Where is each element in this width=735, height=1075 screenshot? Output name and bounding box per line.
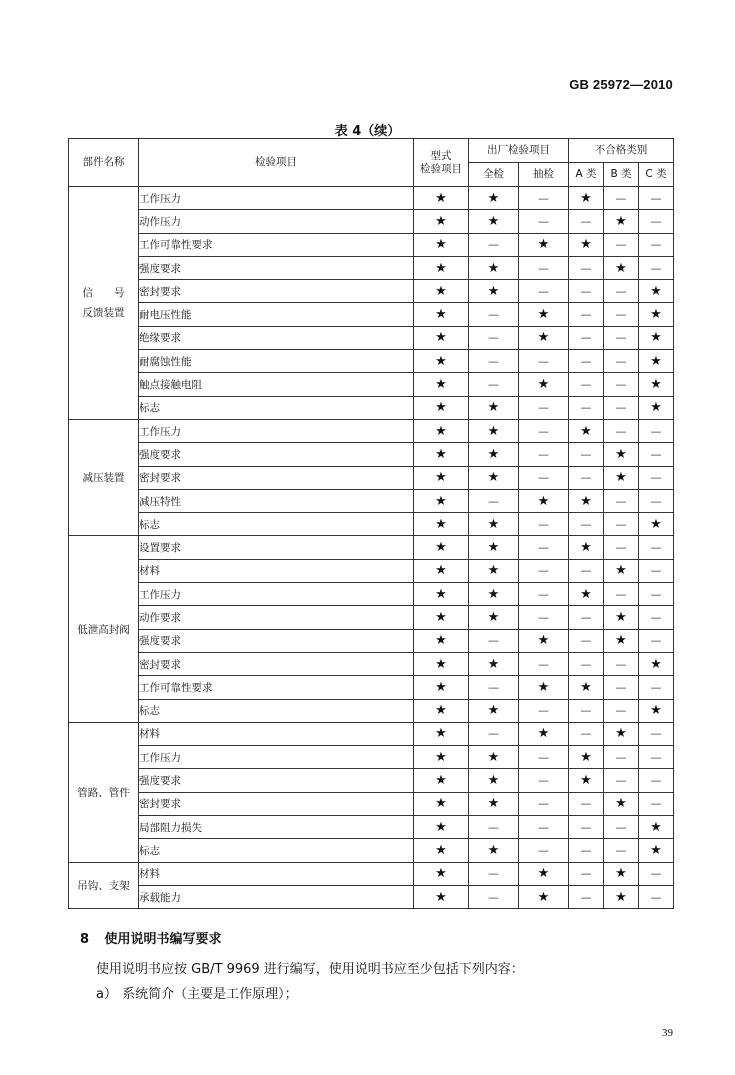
full-inspection-mark: — bbox=[469, 326, 519, 349]
type-inspection-mark: ★ bbox=[414, 606, 469, 629]
inspection-item-cell: 材料 bbox=[139, 862, 414, 885]
table-row bbox=[69, 187, 674, 210]
full-inspection-mark: — bbox=[469, 885, 519, 908]
type-inspection-mark: ★ bbox=[414, 839, 469, 862]
class-c-mark: — bbox=[639, 676, 674, 699]
class-a-mark: — bbox=[569, 513, 604, 536]
class-b-mark: — bbox=[604, 536, 639, 559]
class-a-mark: — bbox=[569, 652, 604, 675]
sample-inspection-mark: — bbox=[519, 443, 569, 466]
inspection-item-cell: 标志 bbox=[139, 513, 414, 536]
sample-inspection-mark: — bbox=[519, 396, 569, 419]
full-inspection-mark: ★ bbox=[469, 606, 519, 629]
class-a-mark: — bbox=[569, 350, 604, 373]
class-b-mark: — bbox=[604, 419, 639, 442]
class-b-mark: ★ bbox=[604, 885, 639, 908]
inspection-item-cell: 减压特性 bbox=[139, 489, 414, 512]
type-inspection-mark: ★ bbox=[414, 396, 469, 419]
header-class-c: C 类 bbox=[639, 163, 674, 187]
full-inspection-mark: ★ bbox=[469, 280, 519, 303]
full-inspection-mark: ★ bbox=[469, 187, 519, 210]
class-c-mark: — bbox=[639, 443, 674, 466]
table-row bbox=[69, 466, 674, 489]
sample-inspection-mark: — bbox=[519, 746, 569, 769]
table-row bbox=[69, 373, 674, 396]
type-inspection-mark: ★ bbox=[414, 350, 469, 373]
part-name-cell: 减压装置 bbox=[69, 419, 139, 535]
class-b-mark: — bbox=[604, 699, 639, 722]
class-b-mark: — bbox=[604, 839, 639, 862]
inspection-item-cell: 设置要求 bbox=[139, 536, 414, 559]
class-b-mark: — bbox=[604, 652, 639, 675]
class-a-mark: ★ bbox=[569, 187, 604, 210]
table-row bbox=[69, 583, 674, 606]
class-c-mark: — bbox=[639, 862, 674, 885]
table-body bbox=[69, 187, 674, 909]
class-a-mark: — bbox=[569, 699, 604, 722]
table-row bbox=[69, 629, 674, 652]
full-inspection-mark: — bbox=[469, 629, 519, 652]
full-inspection-mark: — bbox=[469, 722, 519, 745]
header-part-name: 部件名称 bbox=[69, 139, 139, 187]
full-inspection-mark: — bbox=[469, 350, 519, 373]
class-c-mark: — bbox=[639, 536, 674, 559]
class-b-mark: — bbox=[604, 396, 639, 419]
table-row bbox=[69, 699, 674, 722]
full-inspection-mark: ★ bbox=[469, 792, 519, 815]
class-a-mark: — bbox=[569, 839, 604, 862]
type-inspection-mark: ★ bbox=[414, 862, 469, 885]
header-full-inspection: 全检 bbox=[469, 163, 519, 187]
full-inspection-mark: — bbox=[469, 233, 519, 256]
class-c-mark: — bbox=[639, 559, 674, 582]
inspection-item-cell: 承载能力 bbox=[139, 885, 414, 908]
inspection-item-cell: 标志 bbox=[139, 839, 414, 862]
inspection-item-cell: 密封要求 bbox=[139, 466, 414, 489]
class-c-mark: — bbox=[639, 466, 674, 489]
list-item bbox=[96, 983, 298, 1002]
class-a-mark: — bbox=[569, 466, 604, 489]
class-b-mark: — bbox=[604, 583, 639, 606]
table-row bbox=[69, 513, 674, 536]
full-inspection-mark: ★ bbox=[469, 210, 519, 233]
type-inspection-mark: ★ bbox=[414, 187, 469, 210]
full-inspection-mark: ★ bbox=[469, 466, 519, 489]
class-c-mark: — bbox=[639, 187, 674, 210]
inspection-item-cell: 耐腐蚀性能 bbox=[139, 350, 414, 373]
class-a-mark: — bbox=[569, 606, 604, 629]
inspection-item-cell: 工作压力 bbox=[139, 746, 414, 769]
class-c-mark: ★ bbox=[639, 303, 674, 326]
table-row bbox=[69, 303, 674, 326]
header-sample-inspection: 抽检 bbox=[519, 163, 569, 187]
inspection-item-cell: 工作压力 bbox=[139, 419, 414, 442]
class-c-mark: — bbox=[639, 746, 674, 769]
class-b-mark: ★ bbox=[604, 466, 639, 489]
class-c-mark: — bbox=[639, 233, 674, 256]
header-type-inspection-line2: 检验项目 bbox=[420, 162, 462, 175]
full-inspection-mark: ★ bbox=[469, 583, 519, 606]
class-c-mark: — bbox=[639, 583, 674, 606]
table-row bbox=[69, 862, 674, 885]
class-c-mark: ★ bbox=[639, 396, 674, 419]
class-b-mark: — bbox=[604, 326, 639, 349]
inspection-item-cell: 工作压力 bbox=[139, 583, 414, 606]
class-c-mark: — bbox=[639, 606, 674, 629]
full-inspection-mark: ★ bbox=[469, 513, 519, 536]
inspection-item-cell: 强度要求 bbox=[139, 256, 414, 279]
inspection-item-cell: 耐电压性能 bbox=[139, 303, 414, 326]
sample-inspection-mark: ★ bbox=[519, 885, 569, 908]
class-c-mark: — bbox=[639, 769, 674, 792]
table-row bbox=[69, 536, 674, 559]
type-inspection-mark: ★ bbox=[414, 769, 469, 792]
class-a-mark: — bbox=[569, 885, 604, 908]
class-c-mark: — bbox=[639, 419, 674, 442]
inspection-item-cell: 工作可靠性要求 bbox=[139, 676, 414, 699]
table-row bbox=[69, 256, 674, 279]
inspection-item-cell: 材料 bbox=[139, 722, 414, 745]
sample-inspection-mark: ★ bbox=[519, 489, 569, 512]
class-b-mark: — bbox=[604, 676, 639, 699]
inspection-item-cell: 局部阻力损失 bbox=[139, 816, 414, 839]
class-b-mark: ★ bbox=[604, 256, 639, 279]
class-c-mark: ★ bbox=[639, 326, 674, 349]
sample-inspection-mark: — bbox=[519, 559, 569, 582]
full-inspection-mark: ★ bbox=[469, 699, 519, 722]
class-a-mark: — bbox=[569, 443, 604, 466]
class-a-mark: ★ bbox=[569, 676, 604, 699]
sample-inspection-mark: ★ bbox=[519, 233, 569, 256]
sample-inspection-mark: ★ bbox=[519, 862, 569, 885]
class-c-mark: ★ bbox=[639, 816, 674, 839]
header-nonconformity-class: 不合格类别 bbox=[569, 139, 674, 163]
full-inspection-mark: — bbox=[469, 816, 519, 839]
sample-inspection-mark: — bbox=[519, 210, 569, 233]
class-a-mark: — bbox=[569, 792, 604, 815]
page-number: 39 bbox=[662, 1027, 673, 1039]
sample-inspection-mark: ★ bbox=[519, 373, 569, 396]
section-number: 8 bbox=[80, 932, 90, 947]
header-type-inspection-line1: 型式 bbox=[430, 149, 452, 162]
type-inspection-mark: ★ bbox=[414, 816, 469, 839]
table-row bbox=[69, 769, 674, 792]
type-inspection-mark: ★ bbox=[414, 885, 469, 908]
table-row bbox=[69, 396, 674, 419]
table-row bbox=[69, 233, 674, 256]
full-inspection-mark: ★ bbox=[469, 536, 519, 559]
table-row bbox=[69, 350, 674, 373]
inspection-item-cell: 动作压力 bbox=[139, 210, 414, 233]
full-inspection-mark: — bbox=[469, 373, 519, 396]
type-inspection-mark: ★ bbox=[414, 256, 469, 279]
full-inspection-mark: ★ bbox=[469, 652, 519, 675]
inspection-item-cell: 标志 bbox=[139, 699, 414, 722]
sample-inspection-mark: — bbox=[519, 699, 569, 722]
class-a-mark: — bbox=[569, 303, 604, 326]
sample-inspection-mark: — bbox=[519, 652, 569, 675]
full-inspection-mark: — bbox=[469, 303, 519, 326]
sample-inspection-mark: — bbox=[519, 187, 569, 210]
class-c-mark: — bbox=[639, 629, 674, 652]
inspection-item-cell: 密封要求 bbox=[139, 792, 414, 815]
full-inspection-mark: ★ bbox=[469, 769, 519, 792]
sample-inspection-mark: — bbox=[519, 536, 569, 559]
class-b-mark: — bbox=[604, 187, 639, 210]
inspection-item-cell: 绝缘要求 bbox=[139, 326, 414, 349]
class-a-mark: ★ bbox=[569, 536, 604, 559]
section-title: 使用说明书编写要求 bbox=[104, 932, 222, 947]
type-inspection-mark: ★ bbox=[414, 443, 469, 466]
class-c-mark: — bbox=[639, 210, 674, 233]
type-inspection-mark: ★ bbox=[414, 489, 469, 512]
class-a-mark: ★ bbox=[569, 233, 604, 256]
inspection-item-cell: 工作压力 bbox=[139, 187, 414, 210]
table-row bbox=[69, 746, 674, 769]
sample-inspection-mark: ★ bbox=[519, 303, 569, 326]
table-row bbox=[69, 885, 674, 908]
class-c-mark: — bbox=[639, 885, 674, 908]
table-row bbox=[69, 559, 674, 582]
inspection-item-cell: 动作要求 bbox=[139, 606, 414, 629]
table-row bbox=[69, 326, 674, 349]
class-a-mark: — bbox=[569, 326, 604, 349]
inspection-item-cell: 触点接触电阻 bbox=[139, 373, 414, 396]
sample-inspection-mark: — bbox=[519, 466, 569, 489]
table-row bbox=[69, 606, 674, 629]
class-a-mark: — bbox=[569, 373, 604, 396]
type-inspection-mark: ★ bbox=[414, 280, 469, 303]
class-a-mark: — bbox=[569, 862, 604, 885]
class-b-mark: — bbox=[604, 373, 639, 396]
class-c-mark: ★ bbox=[639, 350, 674, 373]
table-row bbox=[69, 419, 674, 442]
table-row bbox=[69, 489, 674, 512]
class-b-mark: ★ bbox=[604, 792, 639, 815]
type-inspection-mark: ★ bbox=[414, 699, 469, 722]
table-row bbox=[69, 676, 674, 699]
table-row bbox=[69, 722, 674, 745]
sample-inspection-mark: — bbox=[519, 816, 569, 839]
sample-inspection-mark: — bbox=[519, 513, 569, 536]
class-a-mark: — bbox=[569, 559, 604, 582]
sample-inspection-mark: — bbox=[519, 792, 569, 815]
table-caption: 表 4（续） bbox=[334, 124, 401, 139]
class-b-mark: ★ bbox=[604, 559, 639, 582]
type-inspection-mark: ★ bbox=[414, 722, 469, 745]
class-a-mark: — bbox=[569, 256, 604, 279]
type-inspection-mark: ★ bbox=[414, 326, 469, 349]
part-name-line1: 信 号 bbox=[82, 286, 125, 299]
class-b-mark: — bbox=[604, 816, 639, 839]
type-inspection-mark: ★ bbox=[414, 373, 469, 396]
class-c-mark: ★ bbox=[639, 513, 674, 536]
table-row bbox=[69, 839, 674, 862]
sample-inspection-mark: — bbox=[519, 350, 569, 373]
full-inspection-mark: ★ bbox=[469, 746, 519, 769]
part-name-cell bbox=[69, 187, 139, 420]
type-inspection-mark: ★ bbox=[414, 652, 469, 675]
header-type-inspection bbox=[414, 139, 469, 187]
sample-inspection-mark: — bbox=[519, 256, 569, 279]
class-b-mark: ★ bbox=[604, 443, 639, 466]
type-inspection-mark: ★ bbox=[414, 746, 469, 769]
class-b-mark: ★ bbox=[604, 629, 639, 652]
sample-inspection-mark: — bbox=[519, 419, 569, 442]
class-a-mark: — bbox=[569, 280, 604, 303]
sample-inspection-mark: — bbox=[519, 280, 569, 303]
list-item-text: 系统简介（主要是工作原理）； bbox=[122, 987, 298, 1002]
sample-inspection-mark: — bbox=[519, 606, 569, 629]
class-a-mark: ★ bbox=[569, 419, 604, 442]
part-name-cell: 管路、管件 bbox=[69, 722, 139, 862]
class-b-mark: — bbox=[604, 489, 639, 512]
class-b-mark: ★ bbox=[604, 862, 639, 885]
full-inspection-mark: — bbox=[469, 862, 519, 885]
class-c-mark: ★ bbox=[639, 699, 674, 722]
class-c-mark: ★ bbox=[639, 652, 674, 675]
header-inspection-item: 检验项目 bbox=[139, 139, 414, 187]
class-a-mark: ★ bbox=[569, 769, 604, 792]
section-heading bbox=[80, 928, 222, 947]
class-a-mark: — bbox=[569, 210, 604, 233]
class-a-mark: — bbox=[569, 629, 604, 652]
inspection-item-cell: 密封要求 bbox=[139, 652, 414, 675]
type-inspection-mark: ★ bbox=[414, 419, 469, 442]
full-inspection-mark: ★ bbox=[469, 839, 519, 862]
full-inspection-mark: ★ bbox=[469, 443, 519, 466]
type-inspection-mark: ★ bbox=[414, 536, 469, 559]
header-class-a: A 类 bbox=[569, 163, 604, 187]
class-c-mark: — bbox=[639, 792, 674, 815]
type-inspection-mark: ★ bbox=[414, 559, 469, 582]
class-a-mark: — bbox=[569, 722, 604, 745]
table-row bbox=[69, 816, 674, 839]
type-inspection-mark: ★ bbox=[414, 233, 469, 256]
class-b-mark: — bbox=[604, 746, 639, 769]
type-inspection-mark: ★ bbox=[414, 629, 469, 652]
sample-inspection-mark: ★ bbox=[519, 629, 569, 652]
header-factory-inspection: 出厂检验项目 bbox=[469, 139, 569, 163]
full-inspection-mark: ★ bbox=[469, 396, 519, 419]
type-inspection-mark: ★ bbox=[414, 583, 469, 606]
type-inspection-mark: ★ bbox=[414, 792, 469, 815]
table-row bbox=[69, 210, 674, 233]
header-class-b: B 类 bbox=[604, 163, 639, 187]
class-b-mark: — bbox=[604, 233, 639, 256]
class-c-mark: — bbox=[639, 489, 674, 512]
full-inspection-mark: — bbox=[469, 489, 519, 512]
class-b-mark: — bbox=[604, 769, 639, 792]
sample-inspection-mark: — bbox=[519, 839, 569, 862]
full-inspection-mark: ★ bbox=[469, 559, 519, 582]
class-c-mark: ★ bbox=[639, 280, 674, 303]
class-c-mark: — bbox=[639, 256, 674, 279]
inspection-item-cell: 标志 bbox=[139, 396, 414, 419]
standard-code: GB 25972—2010 bbox=[569, 77, 673, 92]
type-inspection-mark: ★ bbox=[414, 303, 469, 326]
class-c-mark: ★ bbox=[639, 839, 674, 862]
class-b-mark: — bbox=[604, 513, 639, 536]
class-c-mark: ★ bbox=[639, 373, 674, 396]
full-inspection-mark: — bbox=[469, 676, 519, 699]
table-row bbox=[69, 280, 674, 303]
sample-inspection-mark: — bbox=[519, 769, 569, 792]
part-name-cell: 低泄高封阀 bbox=[69, 536, 139, 722]
full-inspection-mark: ★ bbox=[469, 419, 519, 442]
class-b-mark: — bbox=[604, 350, 639, 373]
table-row bbox=[69, 443, 674, 466]
inspection-item-cell: 工作可靠性要求 bbox=[139, 233, 414, 256]
full-inspection-mark: ★ bbox=[469, 256, 519, 279]
inspection-item-cell: 材料 bbox=[139, 559, 414, 582]
type-inspection-mark: ★ bbox=[414, 210, 469, 233]
inspection-item-cell: 密封要求 bbox=[139, 280, 414, 303]
class-b-mark: — bbox=[604, 280, 639, 303]
class-b-mark: ★ bbox=[604, 722, 639, 745]
inspection-item-cell: 强度要求 bbox=[139, 629, 414, 652]
sample-inspection-mark: ★ bbox=[519, 676, 569, 699]
type-inspection-mark: ★ bbox=[414, 466, 469, 489]
inspection-item-cell: 强度要求 bbox=[139, 769, 414, 792]
table-row bbox=[69, 652, 674, 675]
class-b-mark: — bbox=[604, 303, 639, 326]
sample-inspection-mark: ★ bbox=[519, 326, 569, 349]
inspection-table bbox=[68, 138, 674, 909]
class-b-mark: ★ bbox=[604, 210, 639, 233]
class-a-mark: ★ bbox=[569, 583, 604, 606]
class-a-mark: ★ bbox=[569, 489, 604, 512]
type-inspection-mark: ★ bbox=[414, 513, 469, 536]
sample-inspection-mark: ★ bbox=[519, 722, 569, 745]
class-a-mark: ★ bbox=[569, 746, 604, 769]
class-a-mark: — bbox=[569, 396, 604, 419]
sample-inspection-mark: — bbox=[519, 583, 569, 606]
list-item-label: a） bbox=[96, 987, 117, 1002]
type-inspection-mark: ★ bbox=[414, 676, 469, 699]
class-b-mark: ★ bbox=[604, 606, 639, 629]
part-name-line2: 反馈装置 bbox=[82, 306, 125, 319]
table-row bbox=[69, 792, 674, 815]
section-paragraph: 使用说明书应按 GB/T 9969 进行编写，使用说明书应至少包括下列内容： bbox=[96, 962, 524, 977]
part-name-cell: 吊钩、支架 bbox=[69, 862, 139, 909]
inspection-item-cell: 强度要求 bbox=[139, 443, 414, 466]
class-a-mark: — bbox=[569, 816, 604, 839]
class-c-mark: — bbox=[639, 722, 674, 745]
